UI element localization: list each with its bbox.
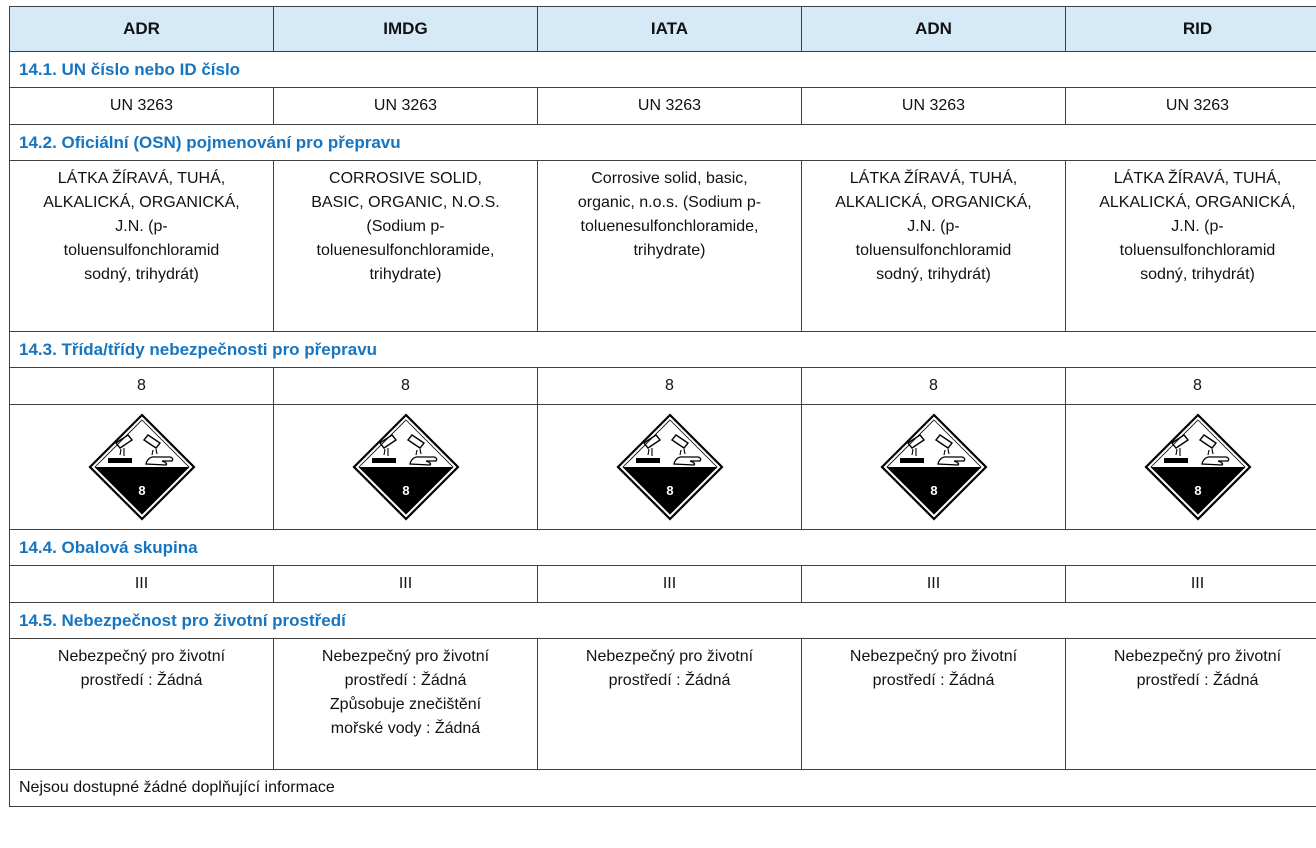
packing-group-cell: III xyxy=(274,566,538,603)
corrosive-hazard-label-icon xyxy=(616,413,724,521)
label-class-number: 8 xyxy=(665,483,674,498)
section-row-environment xyxy=(10,603,1316,639)
shipping-name-line: trihydrate) xyxy=(369,266,442,283)
section-row-shipping-name xyxy=(10,125,1316,161)
un-number-cell: UN 3263 xyxy=(1066,88,1316,125)
transport-info-table xyxy=(9,6,1316,807)
packing-group-cell: III xyxy=(802,566,1066,603)
packing-group-cell: III xyxy=(10,566,274,603)
un-number-cell: UN 3263 xyxy=(538,88,802,125)
section-title-un-number: 14.1. UN číslo nebo ID číslo xyxy=(10,52,1316,88)
shipping-name-line: ALKALICKÁ, ORGANICKÁ, xyxy=(1099,194,1296,211)
hazard-label-cell xyxy=(10,405,274,530)
shipping-name-line: J.N. (p- xyxy=(1171,218,1224,235)
section-row-packing-group xyxy=(10,530,1316,566)
label-metal-bar xyxy=(1164,458,1188,463)
header-row xyxy=(10,7,1316,52)
environment-cell xyxy=(538,639,802,770)
hazard-class-cell: 8 xyxy=(274,368,538,405)
packing-group-cell: III xyxy=(1066,566,1316,603)
environment-line: prostředí : Žádná xyxy=(1136,672,1259,689)
hazard-class-cell: 8 xyxy=(10,368,274,405)
shipping-name-line: ALKALICKÁ, ORGANICKÁ, xyxy=(43,194,240,211)
hazard-label-row xyxy=(10,405,1316,530)
shipping-name-cell xyxy=(274,161,538,332)
shipping-name-line: J.N. (p- xyxy=(907,218,960,235)
label-class-number: 8 xyxy=(137,483,146,498)
shipping-name-line: toluensulfonchloramid xyxy=(1119,242,1276,259)
environment-line: Nebezpečný pro životní xyxy=(585,648,754,665)
shipping-name-line: Corrosive solid, basic, xyxy=(591,170,748,187)
hazard-label-cell xyxy=(538,405,802,530)
shipping-name-line: trihydrate) xyxy=(633,242,706,259)
section-title-hazard-class: 14.3. Třída/třídy nebezpečnosti pro přepravu xyxy=(10,332,1316,368)
environment-line: prostředí : Žádná xyxy=(872,672,995,689)
shipping-name-line: toluenesulfonchloramide, xyxy=(580,218,759,235)
hazard-class-cell: 8 xyxy=(802,368,1066,405)
shipping-name-line: toluensulfonchloramid xyxy=(63,242,220,259)
environment-line: Nebezpečný pro životní xyxy=(1113,648,1282,665)
un-number-cell: UN 3263 xyxy=(802,88,1066,125)
label-metal-bar xyxy=(372,458,396,463)
footer-row xyxy=(10,770,1316,807)
shipping-name-line: J.N. (p- xyxy=(115,218,168,235)
hazard-class-row xyxy=(10,368,1316,405)
section-row-un-number xyxy=(10,52,1316,88)
hazard-class-cell: 8 xyxy=(538,368,802,405)
packing-group-cell: III xyxy=(538,566,802,603)
label-metal-bar xyxy=(108,458,132,463)
column-header-adn: ADN xyxy=(802,7,1066,52)
shipping-name-line: (Sodium p- xyxy=(366,218,445,235)
hazard-label-cell xyxy=(802,405,1066,530)
label-metal-bar xyxy=(900,458,924,463)
section-title-packing-group: 14.4. Obalová skupina xyxy=(10,530,1316,566)
label-class-number: 8 xyxy=(929,483,938,498)
shipping-name-line: sodný, trihydrát) xyxy=(876,266,991,283)
environment-line: Způsobuje znečištění xyxy=(329,696,482,713)
shipping-name-line: sodný, trihydrát) xyxy=(84,266,199,283)
hazard-class-cell: 8 xyxy=(1066,368,1316,405)
environment-line: mořské vody : Žádná xyxy=(330,720,481,737)
section-title-environment: 14.5. Nebezpečnost pro životní prostředí xyxy=(10,603,1316,639)
shipping-name-line: BASIC, ORGANIC, N.O.S. xyxy=(311,194,500,211)
column-header-adr: ADR xyxy=(10,7,274,52)
shipping-name-line: LÁTKA ŽÍRAVÁ, TUHÁ, xyxy=(57,170,226,187)
label-class-number: 8 xyxy=(1193,483,1202,498)
hazard-label-cell xyxy=(274,405,538,530)
shipping-name-cell xyxy=(538,161,802,332)
packing-group-row xyxy=(10,566,1316,603)
environment-line: Nebezpečný pro životní xyxy=(321,648,490,665)
section-title-shipping-name: 14.2. Oficiální (OSN) pojmenování pro přepravu xyxy=(10,125,1316,161)
label-class-number: 8 xyxy=(401,483,410,498)
un-number-cell: UN 3263 xyxy=(274,88,538,125)
column-header-iata: IATA xyxy=(538,7,802,52)
shipping-name-line: ALKALICKÁ, ORGANICKÁ, xyxy=(835,194,1032,211)
environment-line: Nebezpečný pro životní xyxy=(57,648,226,665)
corrosive-hazard-label-icon xyxy=(88,413,196,521)
shipping-name-line: sodný, trihydrát) xyxy=(1140,266,1255,283)
un-number-row xyxy=(10,88,1316,125)
section-row-hazard-class xyxy=(10,332,1316,368)
environment-line: prostředí : Žádná xyxy=(344,672,467,689)
environment-cell xyxy=(274,639,538,770)
environment-line: prostředí : Žádná xyxy=(80,672,203,689)
environment-row xyxy=(10,639,1316,770)
environment-cell xyxy=(1066,639,1316,770)
environment-line: Nebezpečný pro životní xyxy=(849,648,1018,665)
shipping-name-line: organic, n.o.s. (Sodium p- xyxy=(577,194,762,211)
corrosive-hazard-label-icon xyxy=(352,413,460,521)
shipping-name-line: CORROSIVE SOLID, xyxy=(329,170,482,187)
column-header-imdg: IMDG xyxy=(274,7,538,52)
corrosive-hazard-label-icon xyxy=(1144,413,1252,521)
shipping-name-line: toluensulfonchloramid xyxy=(855,242,1012,259)
shipping-name-row xyxy=(10,161,1316,332)
environment-line: prostředí : Žádná xyxy=(608,672,731,689)
column-header-rid: RID xyxy=(1066,7,1316,52)
environment-cell xyxy=(802,639,1066,770)
corrosive-hazard-label-icon xyxy=(880,413,988,521)
footer-note: Nejsou dostupné žádné doplňující informace xyxy=(10,770,1316,807)
hazard-label-cell xyxy=(1066,405,1316,530)
shipping-name-cell xyxy=(802,161,1066,332)
shipping-name-line: toluenesulfonchloramide, xyxy=(316,242,495,259)
label-metal-bar xyxy=(636,458,660,463)
shipping-name-line: LÁTKA ŽÍRAVÁ, TUHÁ, xyxy=(849,170,1018,187)
un-number-cell: UN 3263 xyxy=(10,88,274,125)
shipping-name-cell xyxy=(10,161,274,332)
environment-cell xyxy=(10,639,274,770)
shipping-name-cell xyxy=(1066,161,1316,332)
shipping-name-line: LÁTKA ŽÍRAVÁ, TUHÁ, xyxy=(1113,170,1282,187)
